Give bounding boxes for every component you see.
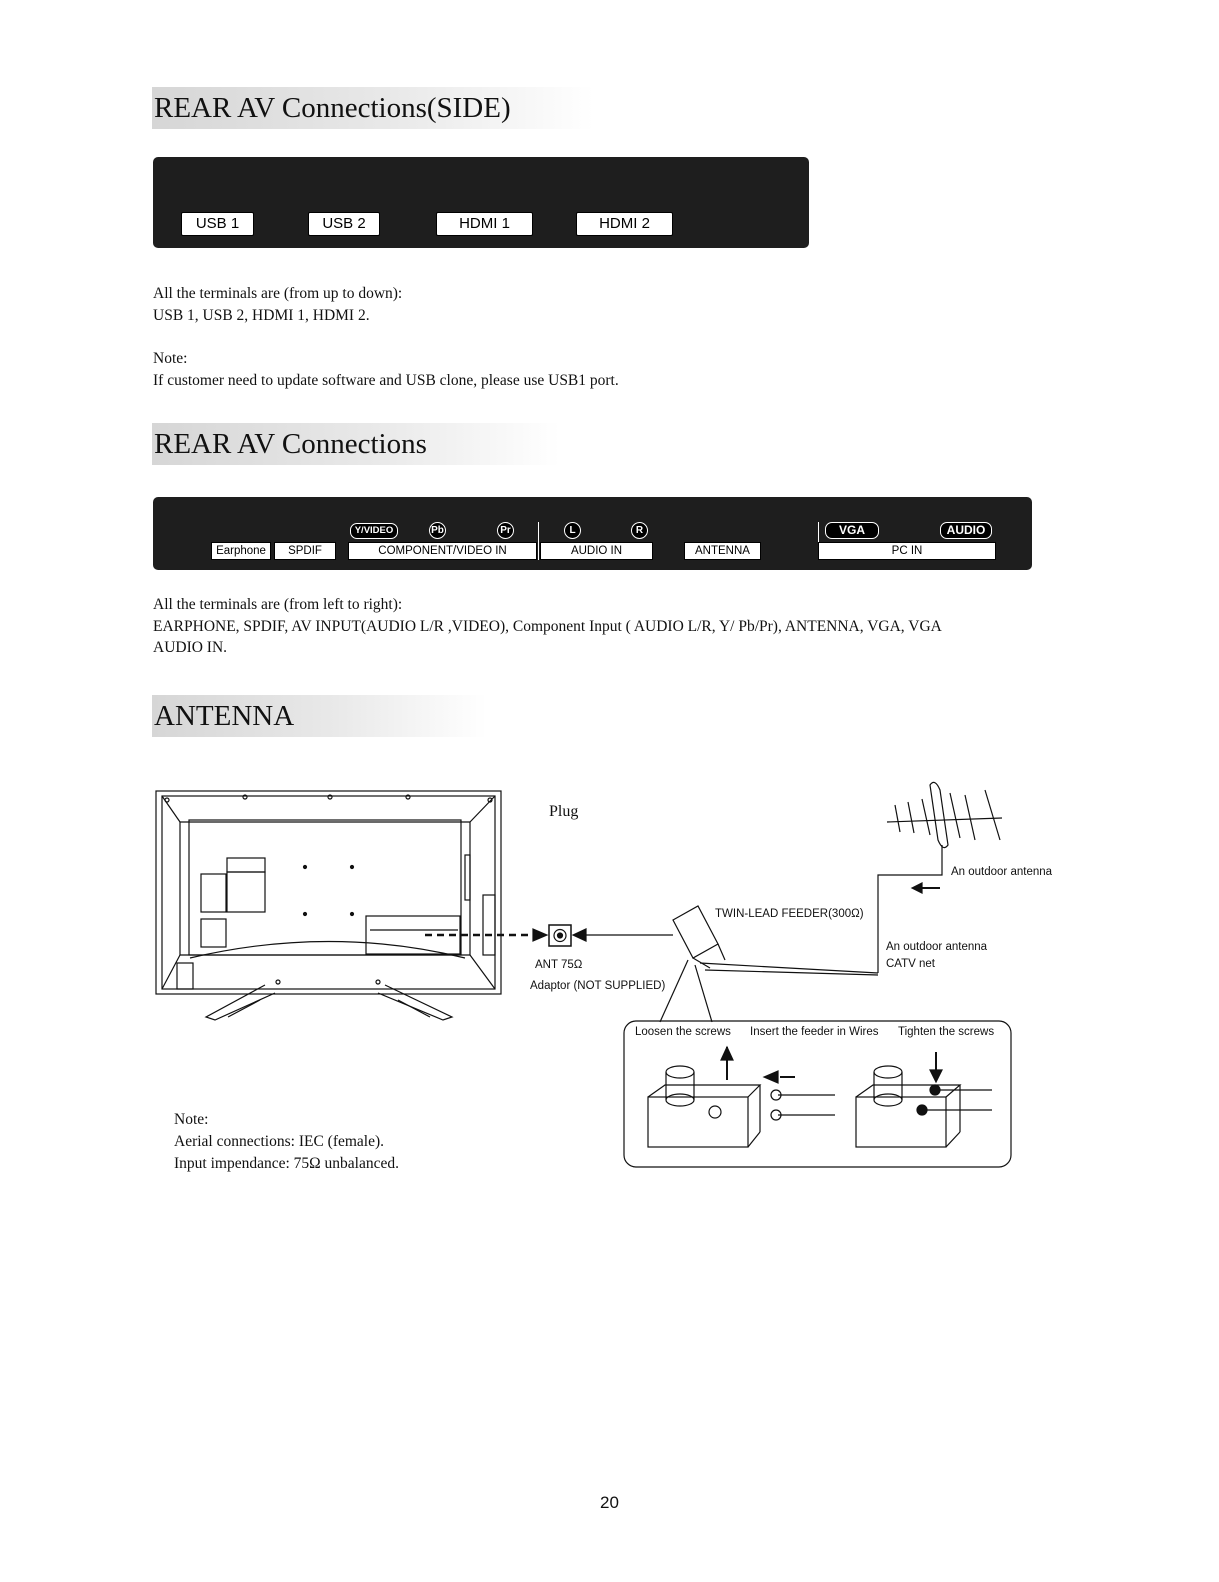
loosen-label: Loosen the screws (635, 1026, 731, 1038)
tv-back-illustration (156, 791, 501, 1020)
twin-lead-label: TWIN-LEAD FEEDER(300Ω) (715, 908, 864, 920)
heading-rear: REAR AV Connections (152, 423, 560, 465)
circle-pb: Pb (429, 522, 446, 539)
rear-desc-1: All the terminals are (from left to right): (153, 596, 403, 613)
ant75-label: ANT 75Ω (535, 959, 583, 971)
insert-label: Insert the feeder in Wires (750, 1026, 879, 1038)
side-panel (153, 157, 809, 248)
heading-antenna: ANTENNA (152, 695, 487, 737)
port-spdif: SPDIF (274, 542, 336, 560)
port-antenna: ANTENNA (684, 542, 761, 560)
circle-r: R (631, 522, 648, 539)
port-hdmi2: HDMI 2 (576, 212, 673, 236)
circle-pr: Pr (497, 522, 514, 539)
rear-desc-2: EARPHONE, SPDIF, AV INPUT(AUDIO L/R ,VIDEO), Component Input ( AUDIO L/R, Y/ Pb/Pr), ANTENNA, VGA, VGA (153, 618, 942, 635)
side-note-text: If customer need to update software and USB clone, please use USB1 port. (153, 372, 619, 389)
pill-yvideo: Y/VIDEO (350, 523, 398, 539)
circle-l: L (564, 522, 581, 539)
rear-panel (153, 497, 1032, 570)
antenna-note-1: Aerial connections: IEC (female). (174, 1133, 385, 1150)
port-audio-in: AUDIO IN (540, 542, 653, 560)
side-desc-1: All the terminals are (from up to down): (153, 285, 403, 302)
outdoor-antenna-label: An outdoor antenna (951, 866, 1053, 878)
rear-desc-3: AUDIO IN. (153, 639, 228, 656)
heading-side: REAR AV Connections(SIDE) (152, 87, 594, 129)
port-earphone: Earphone (211, 542, 271, 560)
pill-vga: VGA (825, 522, 879, 539)
page-number: 20 (600, 1493, 619, 1512)
pill-audio: AUDIO (940, 522, 992, 539)
antenna-note-2: Input impendance: 75Ω unbalanced. (174, 1155, 399, 1172)
port-usb2: USB 2 (308, 212, 380, 236)
port-pc-in: PC IN (818, 542, 996, 560)
catv-label: CATV net (886, 958, 935, 970)
port-component: COMPONENT/VIDEO IN (348, 542, 537, 560)
plug-label: Plug (549, 803, 579, 820)
tighten-label: Tighten the screws (898, 1026, 995, 1038)
rear-separator-1 (538, 522, 539, 560)
port-hdmi1: HDMI 1 (436, 212, 533, 236)
outdoor-antenna-label-2: An outdoor antenna (886, 941, 988, 953)
port-usb1: USB 1 (181, 212, 254, 236)
side-desc-2: USB 1, USB 2, HDMI 1, HDMI 2. (153, 307, 370, 324)
antenna-note-label: Note: (174, 1111, 209, 1128)
adaptor-label: Adaptor (NOT SUPPLIED) (530, 980, 666, 992)
side-note-label: Note: (153, 350, 188, 367)
